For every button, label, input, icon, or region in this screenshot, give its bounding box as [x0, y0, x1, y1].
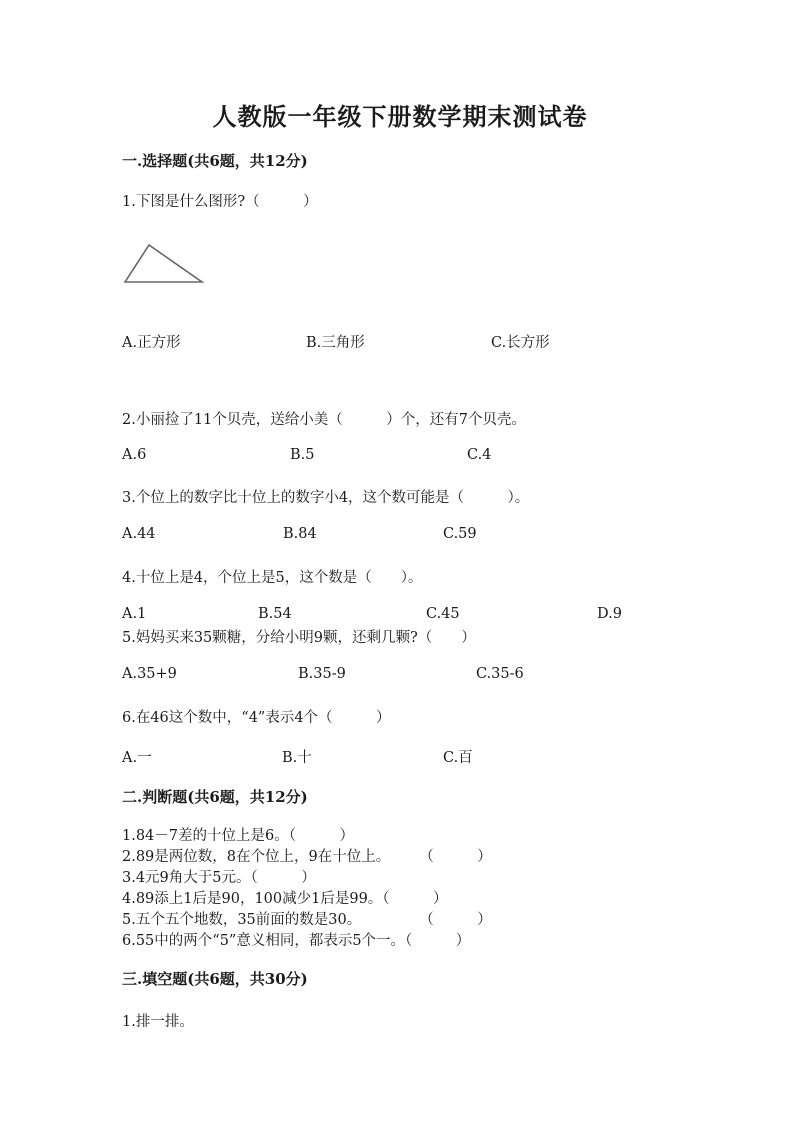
q3-option-b[interactable]: B.84 [283, 526, 317, 542]
triangle-figure [122, 242, 206, 286]
q1-option-b[interactable]: B.三角形 [306, 335, 365, 351]
judge-item-1: 1.84－7差的十位上是6。（ ） [122, 828, 354, 844]
section-1-heading: 一.选择题(共6题，共12分) [122, 152, 308, 170]
question-5: 5.妈妈买来35颗糖，分给小明9颗，还剩几颗?（ ） [122, 630, 476, 646]
q6-option-a[interactable]: A.一 [122, 750, 152, 766]
judge-item-2: 2.89是两位数，8在个位上，9在十位上。 （ ） [122, 849, 492, 865]
question-6: 6.在46这个数中，“4”表示4个（ ） [122, 710, 391, 726]
q4-option-b[interactable]: B.54 [258, 606, 292, 622]
q3-option-a[interactable]: A.44 [122, 526, 156, 542]
q4-option-a[interactable]: A.1 [122, 606, 147, 622]
fill-question-1: 1.排一排。 [122, 1014, 194, 1030]
judge-item-4: 4.89添上1后是90，100减少1后是99。（ ） [122, 891, 448, 907]
q4-option-d[interactable]: D.9 [597, 606, 622, 622]
q2-option-a[interactable]: A.6 [122, 447, 147, 463]
section-2-heading: 二.判断题(共6题，共12分) [122, 788, 308, 806]
question-3: 3.个位上的数字比十位上的数字小4，这个数可能是（ ）。 [122, 490, 530, 506]
q1-option-c[interactable]: C.长方形 [491, 335, 550, 351]
q2-option-b[interactable]: B.5 [290, 447, 315, 463]
judge-item-5: 5.五个五个地数，35前面的数是30。 （ ） [122, 912, 492, 928]
q6-option-b[interactable]: B.十 [282, 750, 312, 766]
q3-option-c[interactable]: C.59 [443, 526, 477, 542]
q5-option-c[interactable]: C.35-6 [476, 666, 524, 682]
question-4: 4.十位上是4，个位上是5，这个数是（ ）。 [122, 570, 423, 586]
q1-option-a[interactable]: A.正方形 [122, 335, 181, 351]
q5-option-a[interactable]: A.35+9 [122, 666, 177, 682]
question-2: 2.小丽捡了11个贝壳，送给小美（ ）个，还有7个贝壳。 [122, 412, 527, 428]
q4-option-c[interactable]: C.45 [426, 606, 460, 622]
section-3-heading: 三.填空题(共6题，共30分) [122, 970, 308, 988]
q5-option-b[interactable]: B.35-9 [298, 666, 346, 682]
question-1: 1.下图是什么图形?（ ） [122, 194, 318, 210]
judge-item-3: 3.4元9角大于5元。（ ） [122, 870, 316, 886]
q2-option-c[interactable]: C.4 [467, 447, 492, 463]
page-title: 人教版一年级下册数学期末测试卷 [212, 102, 588, 131]
judge-item-6: 6.55中的两个“5”意义相同，都表示5个一。（ ） [122, 933, 471, 949]
q6-option-c[interactable]: C.百 [443, 750, 473, 766]
